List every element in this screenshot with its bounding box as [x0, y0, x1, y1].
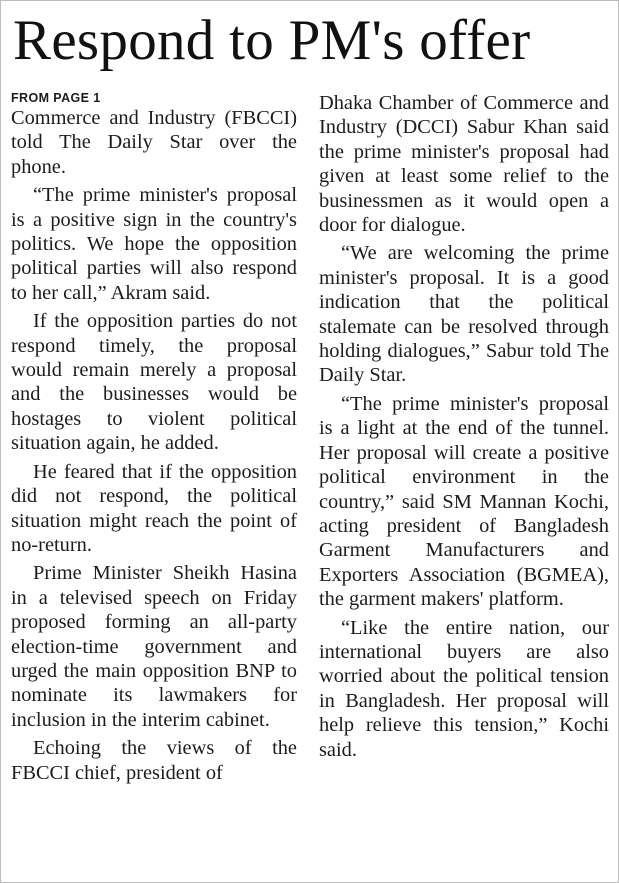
right-column — [319, 91, 609, 762]
paragraph: “The prime minister's proposal is a positive sign in the country's politics. We hope the opposition political parties will also respond to her call,” Akram said. — [11, 184, 297, 304]
paragraph: “The prime minister's proposal is a light at the end of the tunnel. Her proposal will create a positive political environment in the country,” said SM Mannan Kochi, acting president of Bangladesh Garment Manufacturers and Exporters Association (BGMEA), the garment makers' platform. — [319, 392, 609, 611]
paragraph: “We are welcoming the prime minister's proposal. It is a good indication that the political stalemate can be resolved through holding dialogues,” Sabur told The Daily Star. — [319, 242, 609, 387]
continuation-kicker: FROM PAGE 1 — [11, 91, 101, 105]
paragraph: Echoing the views of the FBCCI chief, president of — [11, 737, 297, 784]
paragraph: Dhaka Chamber of Commerce and Industry (DCCI) Sabur Khan said the prime minister's proposal had given at least some relief to the businessmen as it would open a door for dialogue. — [319, 92, 609, 237]
headline: Respond to PM's offer — [13, 9, 531, 72]
left-column — [11, 91, 297, 785]
paragraph: If the opposition parties do not respond timely, the proposal would remain merely a proposal and the businesses would be hostages to violent political situation again, he added. — [11, 310, 297, 455]
paragraph: Prime Minister Sheikh Hasina in a televised speech on Friday proposed forming an all-party election-time government and urged the main opposition BNP to nominate its lawmakers for inclusion in the interim cabinet. — [11, 562, 297, 731]
paragraph: “Like the entire nation, our international buyers are also worried about the political tension in Bangladesh. Her proposal will help relieve this tension,” Kochi said. — [319, 616, 609, 761]
paragraph: Commerce and Industry (FBCCI) told The Daily Star over the phone. — [11, 107, 297, 178]
paragraph: He feared that if the opposition did not respond, the political situation might reach the point of no-return. — [11, 460, 297, 556]
